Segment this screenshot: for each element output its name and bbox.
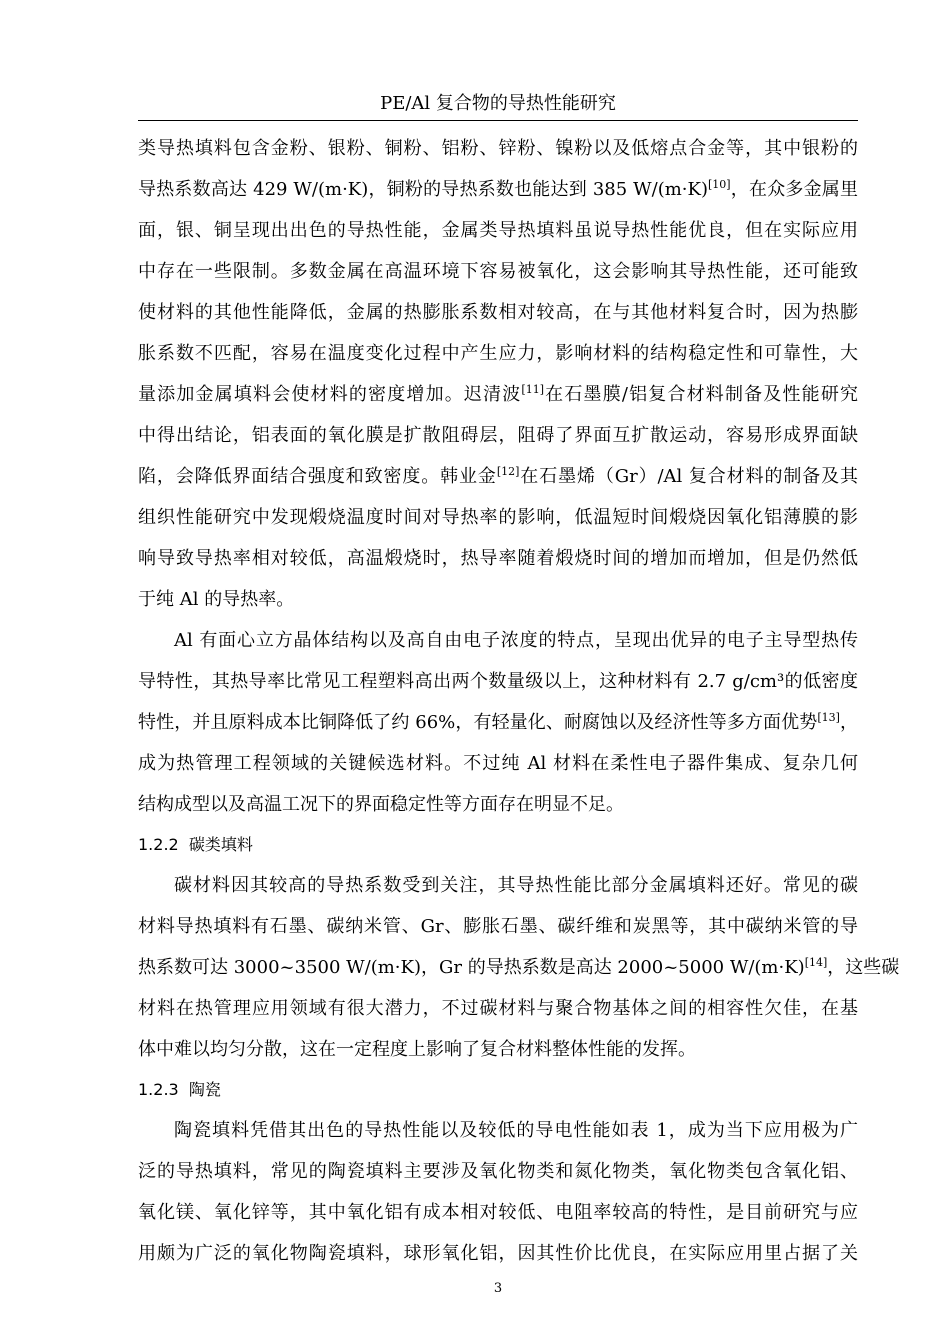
text-line: 响导致导热率相对较低，高温煅烧时，热导率随着煅烧时间的增加而增加，但是仍然低 <box>138 548 858 569</box>
header-rule <box>138 120 858 121</box>
page-number: 3 <box>493 1281 503 1296</box>
text-line: 材料导热填料有石墨、碳纳米管、Gr、膨胀石墨、碳纤维和炭黑等，其中碳纳米管的导 <box>138 916 858 937</box>
text-line: 面，银、铜呈现出出色的导热性能，金属类导热填料虽说导热性能优良，但在实际应用 <box>138 220 858 241</box>
text-line: 热系数可达 3000~3500 W/(m·K)，Gr 的导热系数是高达 2000~5000 W/(m·K)[14]，这些碳 <box>138 956 900 978</box>
text-line: 碳材料因其较高的导热系数受到关注，其导热性能比部分金属填料还好。常见的碳 <box>174 875 858 896</box>
text-line: 导特性，其热导率比常见工程塑料高出两个数量级以上，这种材料有 2.7 g/cm³的低密度 <box>138 671 858 692</box>
text-line: 使材料的其他性能降低，金属的热膨胀系数相对较高，在与其他材料复合时，因为热膨 <box>138 302 858 323</box>
text-line: 类导热填料包含金粉、银粉、铜粉、铝粉、锌粉、镍粉以及低熔点合金等，其中银粉的 <box>138 138 858 159</box>
citation: [12] <box>496 465 520 478</box>
text-line: 特性，并且原料成本比铜降低了约 66%，有轻量化、耐腐蚀以及经济性等多方面优势[13]， <box>138 711 859 733</box>
text-line: Al 有面心立方晶体结构以及高自由电子浓度的特点，呈现出优异的电子主导型热传 <box>174 630 858 651</box>
citation: [10] <box>707 178 731 191</box>
text-line: 中存在一些限制。多数金属在高温环境下容易被氧化，这会影响其导热性能，还可能致 <box>138 261 858 282</box>
text-line: 量添加金属填料会使材料的密度增加。迟清波[11]在石墨膜/铝复合材料制备及性能研究 <box>138 383 858 405</box>
text-line: 导热系数高达 429 W/(m·K)，铜粉的导热系数也能达到 385 W/(m·K)[10]，在众多金属里 <box>138 178 859 200</box>
text-line: 陷，会降低界面结合强度和致密度。韩业金[12]在石墨烯（Gr）/Al 复合材料的制备及其 <box>138 465 858 487</box>
text-line: 氧化镁、氧化锌等，其中氧化铝有成本相对较低、电阻率较高的特性，是目前研究与应 <box>138 1202 858 1223</box>
text-line: 中得出结论，铝表面的氧化膜是扩散阻碍层，阻碍了界面互扩散运动，容易形成界面缺 <box>138 425 858 446</box>
text-line: 泛的导热填料，常见的陶瓷填料主要涉及氧化物类和氮化物类，氧化物类包含氧化铝、 <box>138 1161 858 1182</box>
running-header: PE/Al 复合物的导热性能研究 <box>380 93 616 114</box>
text-line: 体中难以均匀分散，这在一定程度上影响了复合材料整体性能的发挥。 <box>138 1039 696 1060</box>
text-line: 材料在热管理应用领域有很大潜力，不过碳材料与聚合物基体之间的相容性欠佳，在基 <box>138 998 858 1019</box>
text-line: 组织性能研究中发现煅烧温度时间对导热率的影响，低温短时间煅烧因氧化铝薄膜的影 <box>138 507 858 528</box>
section-heading-1-2-3: 1.2.3 陶瓷 <box>138 1080 221 1099</box>
text-line: 成为热管理工程领域的关键候选材料。不过纯 Al 材料在柔性电子器件集成、复杂几何 <box>138 753 858 774</box>
citation: [11] <box>521 383 545 396</box>
citation: [14] <box>804 956 828 969</box>
text-line: 于纯 Al 的导热率。 <box>138 589 295 610</box>
text-line: 胀系数不匹配，容易在温度变化过程中产生应力，影响材料的结构稳定性和可靠性，大 <box>138 343 858 364</box>
citation: [13] <box>817 711 840 724</box>
section-heading-1-2-2: 1.2.2 碳类填料 <box>138 835 253 854</box>
text-line: 陶瓷填料凭借其出色的导热性能以及较低的导电性能如表 1，成为当下应用极为广 <box>174 1120 858 1141</box>
text-line: 用颇为广泛的氧化物陶瓷填料，球形氧化铝，因其性价比优良，在实际应用里占据了关 <box>138 1243 858 1264</box>
text-line: 结构成型以及高温工况下的界面稳定性等方面存在明显不足。 <box>138 794 624 815</box>
